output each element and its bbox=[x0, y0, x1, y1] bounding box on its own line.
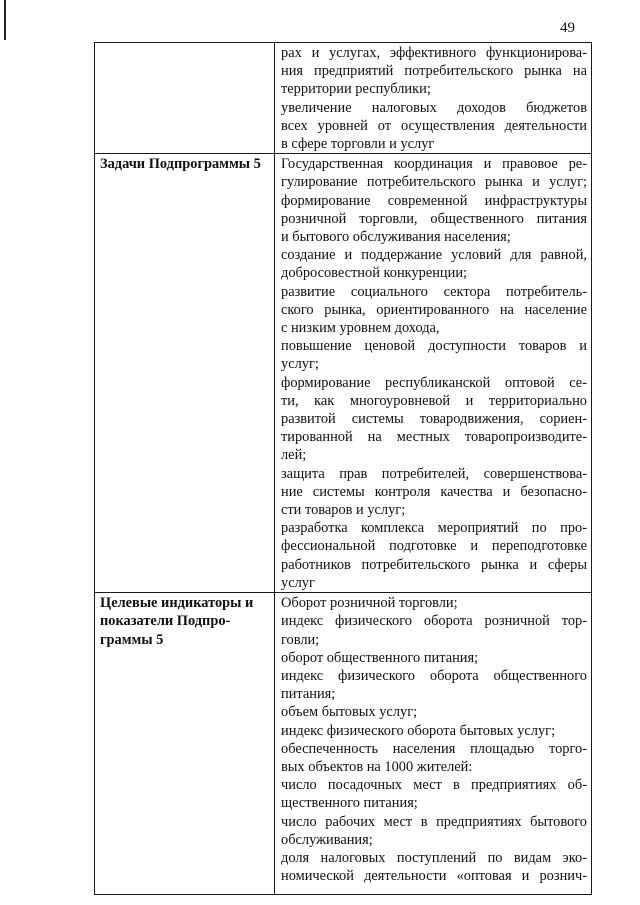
text-line: формирование современной инфраструктуры bbox=[281, 192, 587, 209]
text-line: индекс физического оборота бытовых услуг; bbox=[281, 722, 556, 739]
text-line: развитие социального сектора потребитель- bbox=[281, 283, 587, 300]
text-line: объем бытовых услуг; bbox=[281, 704, 418, 721]
text-line: обеспеченность населения площадью торго- bbox=[281, 740, 587, 757]
margin-line bbox=[4, 0, 6, 40]
text-line: всех уровней от осуществления деятельности bbox=[281, 117, 587, 134]
text-line: оборот общественного питания; bbox=[281, 649, 479, 666]
text-line: увеличение налоговых доходов бюджетов bbox=[281, 99, 587, 116]
text-line: число рабочих мест в предприятиях бытового bbox=[281, 813, 587, 830]
text-line: развитой системы товародвижения, сориен- bbox=[281, 411, 587, 428]
text-line: добросовестной конкуренции; bbox=[281, 265, 468, 282]
text-line: говли; bbox=[281, 631, 320, 648]
row-content bbox=[275, 593, 592, 895]
text-line: территории республики; bbox=[281, 81, 431, 98]
text-line: разработка комплекса мероприятий по про- bbox=[281, 520, 587, 537]
row-label bbox=[95, 43, 275, 154]
table-row bbox=[95, 154, 592, 593]
text-line: ти, как многоуровневой и территориально bbox=[281, 392, 587, 409]
text-line: работников потребительского рынка и сферы bbox=[281, 556, 587, 573]
text-line: в сфере торговли и услуг bbox=[281, 136, 435, 153]
text-line: щественного питания; bbox=[281, 795, 418, 812]
label-line: показатели Подпро- bbox=[100, 613, 231, 630]
text-line: обслуживания; bbox=[281, 831, 373, 848]
text-line: защита прав потребителей, совершенствова- bbox=[281, 465, 587, 482]
table-row bbox=[95, 43, 592, 154]
text-line: с низким уровнем дохода, bbox=[281, 320, 440, 337]
text-line: гулирование потребительского рынка и услуг; bbox=[281, 174, 587, 191]
text-line: номической деятельности «оптовая и рознич- bbox=[281, 868, 587, 885]
text-line: создание и поддержание условий для равной, bbox=[281, 247, 587, 264]
text-line: вых объектов на 1000 жителей: bbox=[281, 758, 473, 775]
text-line: число посадочных мест в предприятиях об- bbox=[281, 777, 587, 794]
text-line: повышение ценовой доступности товаров и bbox=[281, 338, 587, 355]
table-row bbox=[95, 593, 592, 895]
text-line: тированной на местных товаропроизводите- bbox=[281, 429, 587, 446]
text-line: и бытового обслуживания населения; bbox=[281, 229, 511, 246]
text-line: формирование республиканской оптовой се- bbox=[281, 374, 587, 391]
text-line: Оборот розничной торговли; bbox=[281, 595, 458, 612]
row-label bbox=[95, 593, 275, 895]
text-line: индекс физического оборота розничной тор- bbox=[281, 613, 587, 630]
row-label: Задачи Подпрограммы 5 bbox=[95, 154, 275, 593]
text-line: услуг bbox=[281, 574, 315, 591]
row-content bbox=[275, 43, 592, 154]
label-line: граммы 5 bbox=[100, 631, 164, 648]
text-line: ния предприятий потребительского рынка на bbox=[281, 63, 587, 80]
text-line: лей; bbox=[281, 447, 307, 464]
text-line: розничной торговли, общественного питания bbox=[281, 210, 587, 227]
text-line: фессиональной подготовке и переподготовке bbox=[281, 538, 587, 555]
text-line: рах и услугах, эффективного функционирова- bbox=[281, 45, 587, 61]
text-line: ние системы контроля качества и безопасно- bbox=[281, 483, 587, 500]
text-line: Государственная координация и правовое ре- bbox=[281, 156, 587, 173]
text-line: услуг; bbox=[281, 356, 319, 373]
row-content bbox=[275, 154, 592, 593]
page-number: 49 bbox=[560, 20, 575, 36]
text-line: ского рынка, ориентированного на население bbox=[281, 301, 587, 318]
text-line: индекс физического оборота общественного bbox=[281, 667, 587, 684]
text-line: доля налоговых поступлений по видам эко- bbox=[281, 849, 587, 866]
program-table bbox=[94, 42, 592, 895]
text-line: питания; bbox=[281, 686, 336, 703]
label-line: Целевые индикаторы и bbox=[100, 595, 254, 612]
text-line: сти товаров и услуг; bbox=[281, 502, 406, 519]
